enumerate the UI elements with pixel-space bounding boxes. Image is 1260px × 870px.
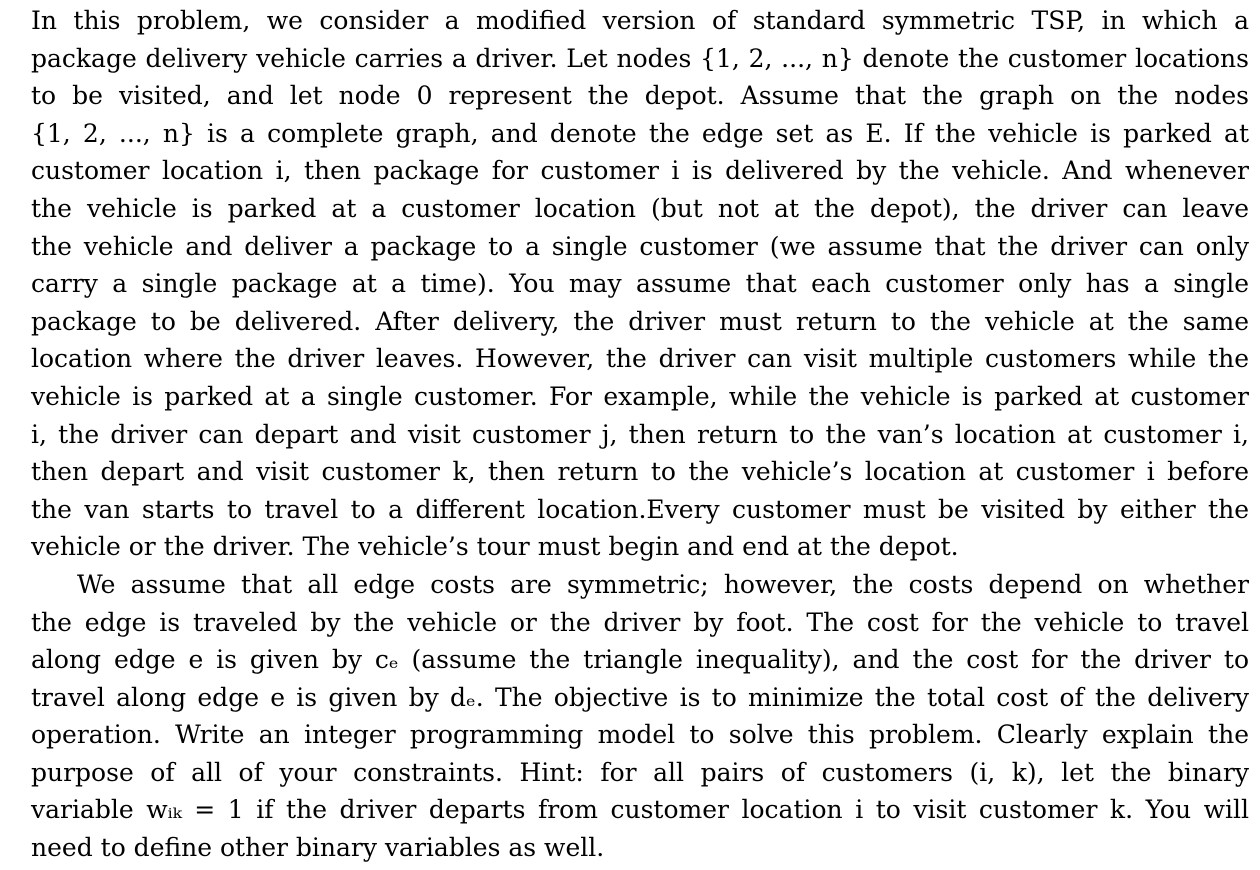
text-line: travel along edge e is given by dₑ. The objective is to minimize the total cost of the delivery [31, 682, 1249, 712]
text-line: purpose of all of your constraints. Hint: for all pairs of customers (i, k), let the binary [31, 757, 1249, 787]
text-line: i, the driver can depart and visit customer j, then return to the van’s location at customer i, [31, 419, 1249, 449]
text-line: operation. Write an integer programming model to solve this problem. Clearly explain the [31, 720, 1249, 750]
text-line: to be visited, and let node 0 represent the depot. Assume that the graph on the nodes [31, 81, 1249, 111]
text-line: In this problem, we consider a modified version of standard symmetric TSP, in which a [31, 6, 1249, 35]
text-line: the van starts to travel to a different location.Every customer must be visited by either the [31, 494, 1249, 524]
text-line: We assume that all edge costs are symmetric; however, the costs depend on whether [77, 569, 1249, 599]
text-line: {1, 2, ..., n} is a complete graph, and denote the edge set as E. If the vehicle is parked at [31, 118, 1249, 148]
text-line: location where the driver leaves. However, the driver can visit multiple customers while the [31, 344, 1249, 374]
text-line: along edge e is given by cₑ (assume the triangle inequality), and the cost for the driver to [31, 645, 1249, 675]
problem-text [31, 2, 1249, 867]
paragraph-1 [31, 2, 1249, 566]
text-line: carry a single package at a time). You may assume that each customer only has a single [31, 269, 1249, 299]
text-line: then depart and visit customer k, then return to the vehicle’s location at customer i before [31, 457, 1249, 487]
text-line: customer location i, then package for customer i is delivered by the vehicle. And whenever [31, 156, 1249, 186]
text-line: the edge is traveled by the vehicle or the driver by foot. The cost for the vehicle to travel [31, 607, 1249, 637]
text-line: need to define other binary variables as well. [31, 833, 605, 863]
text-line: vehicle is parked at a single customer. For example, while the vehicle is parked at customer [31, 381, 1249, 411]
text-line: package delivery vehicle carries a driver. Let nodes {1, 2, ..., n} denote the customer locations [31, 43, 1249, 73]
text-line: the vehicle and deliver a package to a single customer (we assume that the driver can only [31, 231, 1249, 261]
text-line: vehicle or the driver. The vehicle’s tour must begin and end at the depot. [31, 532, 959, 562]
text-line: variable wᵢₖ = 1 if the driver departs from customer location i to visit customer k. You will [31, 795, 1249, 825]
text-line: the vehicle is parked at a customer location (but not at the depot), the driver can leave [31, 193, 1249, 223]
paragraph-2 [31, 566, 1249, 867]
text-line: package to be delivered. After delivery, the driver must return to the vehicle at the same [31, 306, 1249, 336]
